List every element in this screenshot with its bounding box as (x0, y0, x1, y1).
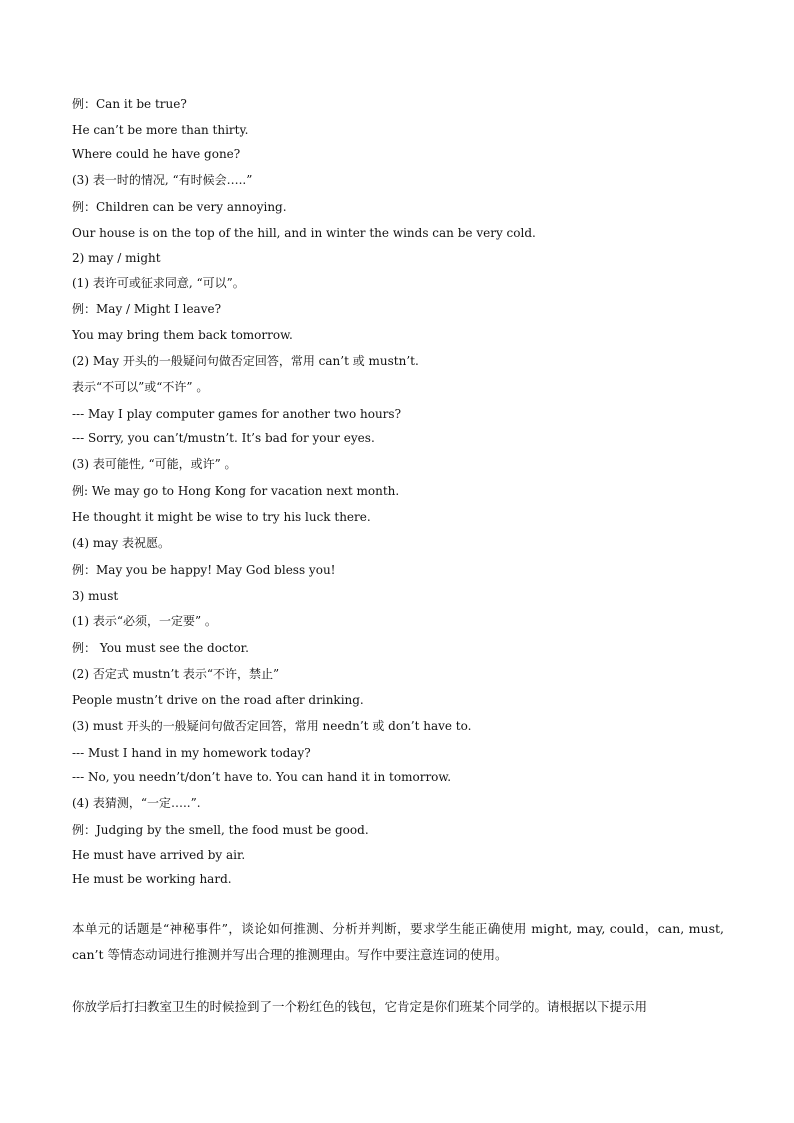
text-line: --- Sorry, you can’t/mustn’t. It’s bad for your eyes. (72, 431, 375, 445)
text-line: (2) May 开头的一般疑问句做否定回答，常用 can’t 或 mustn’t. (72, 354, 419, 368)
text-line: (4) may 表祝愿。 (72, 536, 170, 550)
writing-prompt-paragraph: 你放学后打扫教室卫生的时候捡到了一个粉红色的钱包，它肯定是你们班某个同学的。请根据以下提示用 (72, 999, 648, 1014)
text-line: 例： You must see the doctor. (72, 641, 249, 655)
text-line: (2) 否定式 mustn’t 表示“不许，禁止” (72, 667, 280, 681)
topic-paragraph: 本单元的话题是“神秘事件”，谈论如何推测、分析并判断，要求学生能正确使用 might, may, could，can, must, can’t 等情态动词进行推测并写出合理的推测理由。写作中要注意连词的使用。 (72, 921, 724, 962)
text-line: 例: We may go to Hong Kong for vacation next month. (72, 484, 400, 498)
text-line: He must be working hard. (72, 872, 232, 886)
text-line: --- May I play computer games for another two hours? (72, 407, 402, 421)
text-line: 例：Children can be very annoying. (72, 200, 287, 214)
text-line: He must have arrived by air. (72, 848, 246, 862)
text-line: Where could he have gone? (72, 147, 241, 161)
text-line: (3) 表可能性, “可能，或许” 。 (72, 457, 237, 471)
text-line: --- Must I hand in my homework today? (72, 746, 311, 760)
text-line: 表示“不可以”或“不许” 。 (72, 380, 209, 394)
text-line: (1) 表许可或征求同意, “可以”。 (72, 276, 245, 290)
text-line: He thought it might be wise to try his luck there. (72, 510, 371, 524)
text-line: 例：Can it be true? (72, 97, 187, 111)
text-line: --- No, you needn’t/don’t have to. You can hand it in tomorrow. (72, 770, 452, 784)
text-line: He can’t be more than thirty. (72, 123, 249, 137)
text-line: Our house is on the top of the hill, and in winter the winds can be very cold. (72, 226, 536, 240)
text-line: 例：Judging by the smell, the food must be good. (72, 823, 369, 837)
text-line: 例：May / Might I leave? (72, 302, 222, 316)
text-line: 例：May you be happy! May God bless you! (72, 563, 336, 577)
text-line: You may bring them back tomorrow. (72, 328, 293, 342)
text-line: (1) 表示“必须，一定要” 。 (72, 614, 217, 628)
text-line: (4) 表猜测，“一定…..”. (72, 796, 201, 810)
text-line: 3) must (72, 589, 119, 603)
text-line: 2) may / might (72, 251, 161, 265)
text-line: People mustn’t drive on the road after drinking. (72, 693, 364, 707)
text-line: (3) must 开头的一般疑问句做否定回答，常用 needn’t 或 don’t have to. (72, 719, 472, 733)
text-line: (3) 表一时的情况, “有时候会…..” (72, 173, 253, 187)
